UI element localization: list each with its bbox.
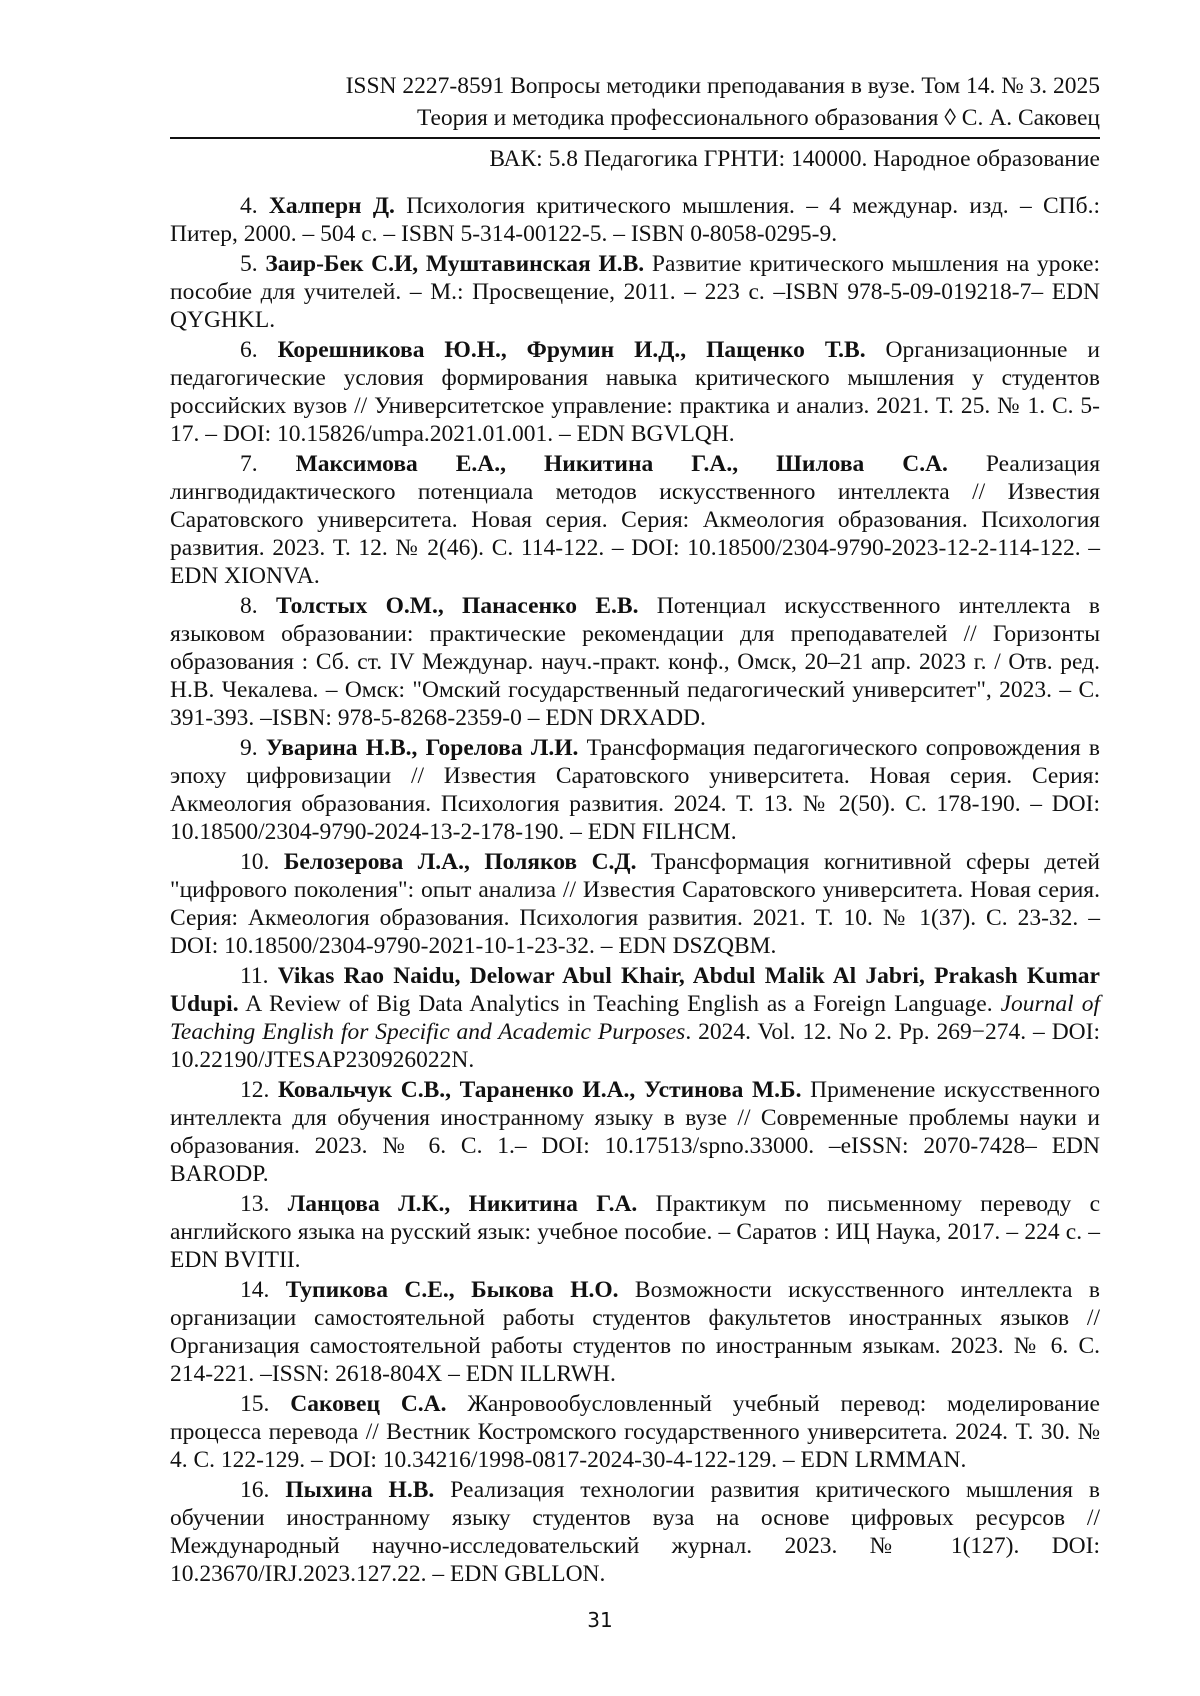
reference-text: Психология критического мышления. – 4 междунар. изд. – СПб.: Питер, 2000. – 504 с. – ISBN 5-314-00122-5. – ISBN 0-8058-0295-9.: [170, 193, 1100, 247]
reference-authors: Пыхина Н.В.: [285, 1477, 435, 1503]
reference-authors: Ланцова Л.К., Никитина Г.А.: [287, 1191, 638, 1217]
reference-authors: Халперн Д.: [268, 193, 395, 219]
reference-text: Трансформация когнитивной сферы детей "цифрового поколения": опыт анализа // Известия Саратовского университета. Новая серия. Серия: Акмеология образования. Психология развития. 2021. Т. 10. № 1(37). С. 23-32. – DOI: 10.18500/2304-9790-2021-10-1-23-32. – EDN DSZQBM.: [170, 849, 1100, 959]
reference-item: [170, 1276, 1100, 1388]
reference-text: Применение искусственного интеллекта для обучения иностранному языку в вузе // Современные проблемы науки и образования. 2023. № 6. С. 1.– DOI: 10.17513/spno.33000. –eISSN: 2070-7428– EDN BARODP.: [170, 1077, 1101, 1187]
reference-text-tail: . 2024. Vol. 12. No 2. Pp. 269−274. – DOI: 10.22190/JTESAP230926022N.: [170, 1019, 1100, 1073]
reference-text: Организационные и педагогические условия формирования навыка критического мышления у студентов российских вузов // Университетское управление: практика и анализ. 2021. Т. 25. № 1. С. 5-17. – DOI: 10.15826/umpa.2021.01.001. – EDN BGVLQH.: [170, 337, 1100, 447]
reference-text: Реализация технологии развития критического мышления в обучении иностранному языку студентов вуза на основе цифровых ресурсов // Международный научно-исследовательский журнал. 2023. № 1(127). DOI: 10.23670/IRJ.2023.127.22. – EDN GBLLON.: [170, 1477, 1100, 1587]
reference-authors: Vikas Rao Naidu, Delowar Abul Khair, Abdul Malik Al Jabri, Prakash Kumar Udupi.: [170, 963, 1100, 1017]
reference-text: Потенциал искусственного интеллекта в языковом образовании: практические рекомендации для преподавателей // Горизонты образования : Сб. ст. IV Междунар. науч.-практ. конф., Омск, 20–21 апр. 2023 г. / Отв. ред. Н.В. Чекалева. – Омск: "Омский государственный педагогический университет", 2023. – С. 391-393. –ISBN: 978-5-8268-2359-0 – EDN DRXADD.: [170, 593, 1101, 731]
reference-list: [170, 192, 1100, 1590]
page-number: 31: [587, 1608, 613, 1632]
reference-item: [170, 1190, 1100, 1274]
journal-line: ISSN 2227-8591 Вопросы методики преподавания в вузе. Том 14. № 3. 2025: [345, 73, 1100, 99]
reference-text: Практикум по письменному переводу с английского языка на русский язык: учебное пособие. – Саратов : ИЦ Наука, 2017. – 224 с. – EDN BVITII.: [170, 1191, 1100, 1273]
reference-number: 12.: [240, 1077, 279, 1103]
reference-item: [170, 962, 1100, 1074]
reference-item: [170, 450, 1100, 590]
reference-number: 7.: [240, 451, 296, 477]
reference-text: Возможности искусственного интеллекта в организации самостоятельной работы студентов факультетов иностранных языков // Организация самостоятельной работы студентов по иностранным языкам. 2023. № 6. С. 214-221. –ISSN: 2618-804X – EDN ILLRWH.: [170, 1277, 1101, 1387]
section-author-line: Теория и методика профессионального образования ◊ С. А. Саковец: [416, 105, 1100, 131]
reference-authors: Максимова Е.А., Никитина Г.А., Шилова С.А.: [295, 451, 948, 477]
reference-authors: Тупикова С.Е., Быкова Н.О.: [285, 1277, 619, 1303]
reference-number: 9.: [240, 735, 266, 761]
reference-authors: Заир-Бек С.И, Муштавинская И.В.: [265, 251, 645, 277]
reference-item: [170, 1390, 1100, 1474]
reference-number: 10.: [240, 849, 284, 875]
reference-item: [170, 250, 1100, 334]
reference-authors: Толстых О.М., Панасенко Е.В.: [275, 593, 639, 619]
classification-line: ВАК: 5.8 Педагогика ГРНТИ: 140000. Народное образование: [489, 146, 1100, 172]
reference-number: 14.: [240, 1277, 286, 1303]
header-rule: [170, 137, 1100, 139]
reference-number: 15.: [240, 1391, 291, 1417]
reference-item: [170, 336, 1100, 448]
reference-item: [170, 1476, 1100, 1588]
reference-authors: Уварина Н.В., Горелова Л.И.: [265, 735, 579, 761]
reference-number: 11.: [240, 963, 278, 989]
reference-authors: Корешникова Ю.Н., Фрумин И.Д., Пащенко Т.В.: [277, 337, 866, 363]
reference-text: Жанровообусловленный учебный перевод: моделирование процесса перевода // Вестник Костромского государственного университета. 2024. Т. 30. № 4. С. 122-129. – DOI: 10.34216/1998-0817-2024-30-4-122-129. – EDN LRMMAN.: [170, 1391, 1100, 1473]
reference-item: [170, 592, 1100, 732]
reference-item: [170, 1076, 1100, 1188]
reference-number: 6.: [240, 337, 278, 363]
reference-authors: Белозерова Л.А., Поляков С.Д.: [283, 849, 637, 875]
reference-text: Развитие критического мышления на уроке: пособие для учителей. – М.: Просвещение, 2011. – 223 с. –ISBN 978-5-09-019218-7– EDN QYGHKL.: [170, 251, 1100, 333]
reference-text: Трансформация педагогического сопровождения в эпоху цифровизации // Известия Саратовского университета. Новая серия. Серия: Акмеология образования. Психология развития. 2024. Т. 13. № 2(50). С. 178-190. – DOI: 10.18500/2304-9790-2024-13-2-178-190. – EDN FILHCM.: [170, 735, 1101, 845]
reference-journal: Journal of Teaching English for Specific and Academic Purposes: [170, 991, 1101, 1045]
reference-text: Реализация лингводидактического потенциала методов искусственного интеллекта // Известия Саратовского университета. Новая серия. Серия: Акмеология образования. Психология развития. 2023. Т. 12. № 2(46). С. 114-122. – DOI: 10.18500/2304-9790-2023-12-2-114-122. – EDN XIONVA.: [170, 451, 1101, 589]
reference-authors: Ковальчук С.В., Тараненко И.А., Устинова М.Б.: [278, 1077, 802, 1103]
reference-authors: Саковец С.А.: [290, 1391, 447, 1417]
reference-number: 13.: [240, 1191, 288, 1217]
reference-item: [170, 734, 1100, 846]
reference-text: A Review of Big Data Analytics in Teaching English as a Foreign Language.: [238, 991, 1001, 1017]
reference-item: [170, 192, 1100, 248]
reference-item: [170, 848, 1100, 960]
reference-number: 4.: [240, 193, 269, 219]
reference-number: 5.: [240, 251, 266, 277]
reference-number: 16.: [240, 1477, 286, 1503]
reference-number: 8.: [240, 593, 276, 619]
running-header: [170, 70, 1100, 175]
